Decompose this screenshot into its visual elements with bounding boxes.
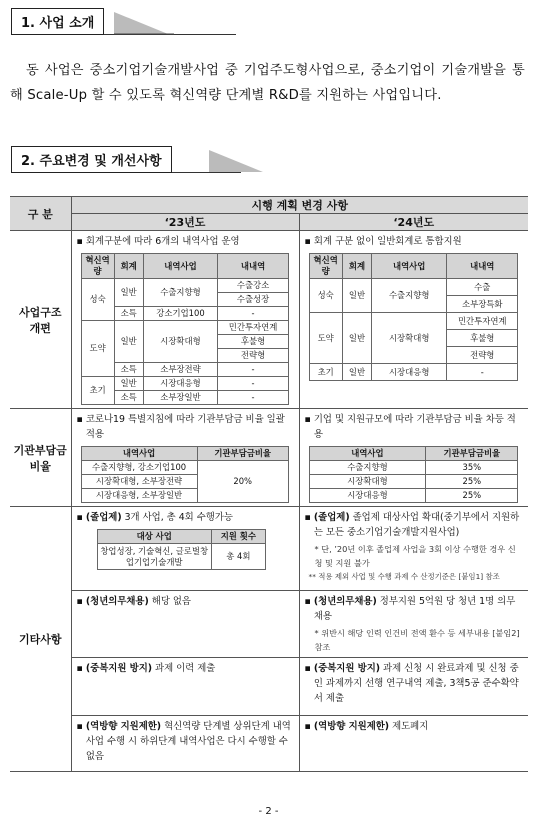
changes-table: [10, 196, 528, 772]
bullet-text: 회계 구분 없이 일반회계로 통합지원: [313, 236, 462, 247]
intro-paragraph: 동 사업은 중소기업기술개발사업 중 기업주도형사업으로, 중소기업이 기술개발을 통해 Scale-Up 할 수 있도록 혁신역량 단계별 R&D를 지원하는 사업입니다.: [10, 63, 525, 103]
heading-decoration: [114, 8, 174, 35]
sub-cell: 소특: [114, 307, 143, 321]
note: * 위반시 해당 인력 인건비 전액 환수 등 세부내용 [붙임2] 참조: [314, 628, 520, 652]
bullet-text: 회계구분에 따라 6개의 내역사업 운영: [85, 236, 240, 247]
reverse-2023: [71, 716, 299, 772]
bold-label: (중복지원 방지): [313, 663, 381, 674]
bullet-icon: ▪: [76, 596, 83, 607]
bullet-icon: ▪: [76, 663, 83, 674]
bold-label: (청년의무채용): [313, 596, 377, 607]
sub-cell: 25%: [426, 475, 518, 489]
sub-cell: 도약: [81, 321, 114, 377]
bullet-text: 과제 신청 시 완료과제 및 신청 중인 과제까지 선행 연구내역 제출, 3책5공 준수확약서 제출: [313, 663, 519, 704]
sub-cell: 창업성장, 기술혁신, 글로벌창업기업기술개발: [97, 544, 211, 570]
bullet-text: 해당 없음: [148, 596, 191, 607]
bullet-icon: ▪: [304, 663, 311, 674]
bullet-icon: ▪: [304, 236, 311, 247]
sub-cell: 수출지향형: [143, 279, 218, 307]
sub-header: 내내역: [447, 254, 518, 279]
note: ** 적용 제외 사업 및 수행 과제 수 산정기준은 [붙임1] 참조: [308, 572, 500, 581]
sub-cell: 35%: [426, 461, 518, 475]
bullet-icon: ▪: [304, 512, 311, 523]
sub-cell: 초기: [81, 377, 114, 405]
sub-cell: 시장확대형: [309, 475, 426, 489]
bullet-text: 코로나19 특별지침에 따라 기관부담금 비율 일괄 적용: [85, 414, 285, 440]
note: * 단, ’20년 이후 졸업제 사업을 3회 이상 수행한 경우 신청 및 지원 불가: [314, 544, 516, 568]
sub-cell: 소특: [114, 363, 143, 377]
sub-cell: 초기: [309, 364, 342, 381]
sub-cell: 후불형: [218, 335, 289, 349]
bold-label: (졸업제): [85, 512, 122, 523]
youth-2024: [299, 591, 528, 658]
bullet-icon: ▪: [304, 414, 311, 425]
restructure-2024-subtable: [309, 253, 519, 381]
row-label-burden: 기관부담금 비율: [10, 409, 71, 507]
sub-cell: 수출: [447, 279, 518, 296]
sub-header: 혁신역량: [81, 254, 114, 279]
sub-header: 기관부담금비율: [197, 447, 288, 461]
sub-cell: 민간투자연계: [218, 321, 289, 335]
sub-header: 기관부담금비율: [426, 447, 518, 461]
sub-header: 내역사업: [81, 447, 197, 461]
sub-cell: 일반: [114, 279, 143, 307]
page-number: - 2 -: [258, 806, 279, 817]
bullet-text: 졸업제 대상사업 확대(중기부에서 지원하는 모든 중소기업기술개발지원사업): [313, 512, 520, 538]
sub-cell: 수출지향형: [309, 461, 426, 475]
header-2024: ‘24년도: [299, 214, 528, 231]
sub-cell: 도약: [309, 313, 342, 364]
bold-label: (중복지원 방지): [85, 663, 153, 674]
sub-cell: 소부장전략: [143, 363, 218, 377]
sub-cell: 시장확대형: [143, 321, 218, 363]
sub-cell: -: [218, 377, 289, 391]
sub-cell: 시장확대형, 소부장전략: [81, 475, 197, 489]
sub-header: 대상 사업: [97, 530, 211, 544]
sub-cell: -: [218, 391, 289, 405]
heading-decoration: [209, 146, 269, 173]
sub-cell: 일반: [342, 313, 371, 364]
sub-cell: 시장대응형: [143, 377, 218, 391]
sub-cell: 성숙: [309, 279, 342, 313]
sub-cell: 수출지향형: [372, 279, 447, 313]
section-title: 2. 주요변경 및 개선사항: [11, 146, 172, 173]
row-label-etc: 기타사항: [10, 507, 71, 772]
bullet-icon: ▪: [76, 721, 83, 732]
sub-header: 회계: [342, 254, 371, 279]
bold-label: (역방향 지원제한): [85, 721, 162, 732]
graduate-2023: [71, 507, 299, 591]
bold-label: (청년의무채용): [85, 596, 149, 607]
graduate-subtable: [97, 529, 266, 570]
youth-2023: [71, 591, 299, 658]
bullet-text: 정부지원 5억원 당 청년 1명 의무채용: [313, 596, 516, 622]
sub-cell: 시장대응형, 소부장일반: [81, 489, 197, 503]
bullet-text: 혁신역량 단계별 상위단계 내역사업 수행 시 하위단계 내역사업은 다시 수행할 수 없음: [85, 721, 291, 762]
sub-cell: 수출지향형, 강소기업100: [81, 461, 197, 475]
sub-cell: 소부장일반: [143, 391, 218, 405]
sub-cell: -: [447, 364, 518, 381]
bullet-icon: ▪: [76, 414, 83, 425]
section-heading-2: [11, 146, 172, 173]
sub-cell: 20%: [197, 461, 288, 503]
burden-2023-subtable: [81, 446, 289, 503]
sub-cell: 전략형: [218, 349, 289, 363]
dup-2024: [299, 658, 528, 716]
sub-header: 내역사업: [309, 447, 426, 461]
sub-cell: 총 4회: [211, 544, 265, 570]
sub-cell: 25%: [426, 489, 518, 503]
row-label-restructure: 사업구조 개편: [10, 231, 71, 409]
bullet-text: 기업 및 지원규모에 따라 기관부담금 비율 차등 적용: [313, 414, 516, 440]
sub-cell: 일반: [114, 377, 143, 391]
restructure-2023: [71, 231, 299, 409]
bold-label: (졸업제): [313, 512, 350, 523]
section-title: 1. 사업 소개: [11, 8, 104, 35]
bullet-icon: ▪: [304, 721, 311, 732]
sub-cell: -: [218, 307, 289, 321]
sub-cell: 시장대응형: [372, 364, 447, 381]
bullet-text: 제도폐지: [389, 721, 429, 732]
sub-header: 내역사업: [143, 254, 218, 279]
bullet-icon: ▪: [76, 236, 83, 247]
burden-2023: [71, 409, 299, 507]
restructure-2024: [299, 231, 528, 409]
restructure-2023-subtable: [81, 253, 289, 405]
sub-header: 내역사업: [372, 254, 447, 279]
sub-cell: 성숙: [81, 279, 114, 321]
sub-cell: 전략형: [447, 347, 518, 364]
bullet-icon: ▪: [304, 596, 311, 607]
sub-header: 혁신역량: [309, 254, 342, 279]
header-category: 구 분: [10, 197, 71, 231]
sub-cell: 시장대응형: [309, 489, 426, 503]
dup-2023: [71, 658, 299, 716]
section-heading-1: [11, 8, 104, 35]
sub-cell: 후불형: [447, 330, 518, 347]
sub-cell: 소특: [114, 391, 143, 405]
sub-cell: 소부장특화: [447, 296, 518, 313]
bullet-icon: ▪: [76, 512, 83, 523]
sub-cell: 일반: [342, 279, 371, 313]
sub-cell: 수출강소: [218, 279, 289, 293]
header-2023: ‘23년도: [71, 214, 299, 231]
sub-header: 내내역: [218, 254, 289, 279]
reverse-2024: [299, 716, 528, 772]
bullet-text: 3개 사업, 총 4회 수행가능: [121, 512, 233, 523]
sub-cell: 일반: [342, 364, 371, 381]
burden-2024: [299, 409, 528, 507]
bullet-text: 과제 이력 제출: [152, 663, 216, 674]
graduate-2024: [299, 507, 528, 591]
burden-2024-subtable: [309, 446, 519, 503]
sub-cell: 강소기업100: [143, 307, 218, 321]
sub-header: 회계: [114, 254, 143, 279]
sub-cell: 민간투자연계: [447, 313, 518, 330]
bold-label: (역방향 지원제한): [313, 721, 390, 732]
header-main: 시행 계획 변경 사항: [71, 197, 528, 214]
sub-cell: 수출성장: [218, 293, 289, 307]
sub-cell: 일반: [114, 321, 143, 363]
sub-cell: 시장확대형: [372, 313, 447, 364]
sub-header: 지원 횟수: [211, 530, 265, 544]
sub-cell: -: [218, 363, 289, 377]
